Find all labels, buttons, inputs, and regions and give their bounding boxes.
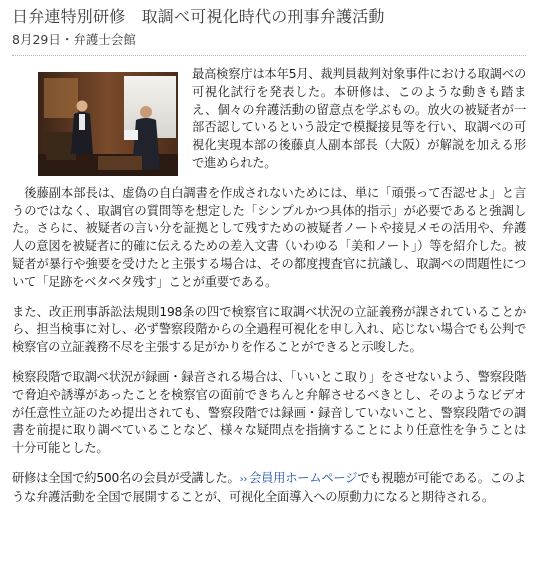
header-divider [12,55,526,56]
seminar-photo-image [38,72,178,176]
article-paragraph-3: また、改正刑事訴訟法規則198条の四で検察官に取調べ状況の立証義務が課されていることから、担当検事に対し、必ず警察段階からの全過程可視化を申し入れ、応じない場合でも公判で検察官の立証義務不尽を主張する足がかりを作ることができると示唆した。 [12,304,526,355]
page-subtitle: 8月29日・弁護士会館 [12,32,136,47]
seminar-photo [38,72,178,176]
article-paragraph-4: 検察段階で取調べ状況が録画・録音される場合は、「いいとこ取り」をさせないよう、警察段階で脅迫や誘導があったことを検察官の面前できちんと弁解させるべきとし、そのようなビデオが任意性立証のため提出されても、警察段階では録画・録音していないこと、警察段階での調書を前提に取り調べていることなど、様々な疑問点を指摘することにより任意性を争うことは十分可能とした。 [12,369,526,456]
article-paragraph-5-rest: でも視聴が可能である。このような弁護活動を全国で展開することが、可视化全面導入への原動力になると期待される。 [12,470,526,504]
member-homepage-link[interactable]: 会員用ホームページ [249,470,358,485]
page-title: 日弁連特別研修 取調べ可視化時代の刑事弁護活動 [12,7,385,26]
article-paragraph-5 [12,470,526,507]
article-paragraph-5-lead: 研修は全国で約500名の会員が受講した。 [12,470,240,485]
article-paragraph-1: 最高検察庁は本年5月、裁判員裁判対象事件における取調べの可視化試行を発表した。本研修は、このような動きも踏まえ、個々の弁護活動の留意点を学ぶもの。放火の被疑者が一部否認しているという設定で模擬接見等を行い、取調べの可視化実現本部の後藤貞人副本部長（大阪）が解説を加える形で進められた。 [192,67,526,170]
article-paragraph-2: 後藤副本部長は、虚偽の自白調書を作成されないためには、単に「頑張って否認せよ」と言うのではなく、取調官の質問等を想定した「シンプルかつ具体的指示」が必要であると強調した。さらに、被疑者の言い分を証拠として残すための被疑者ノートや接見メモの活用や、弁護人の意図を被疑者に的確に伝えるための差入文書（いわゆる「美和ノート」）等を紹介した。被疑者が暴行や強要を受けたと主張する場合は、その都度捜査官に抗議し、取調べの問題性について「足跡をベタベタ残す」ことが重要である。 [12,185,526,289]
double-chevron-right-icon: ›› [239,473,248,485]
